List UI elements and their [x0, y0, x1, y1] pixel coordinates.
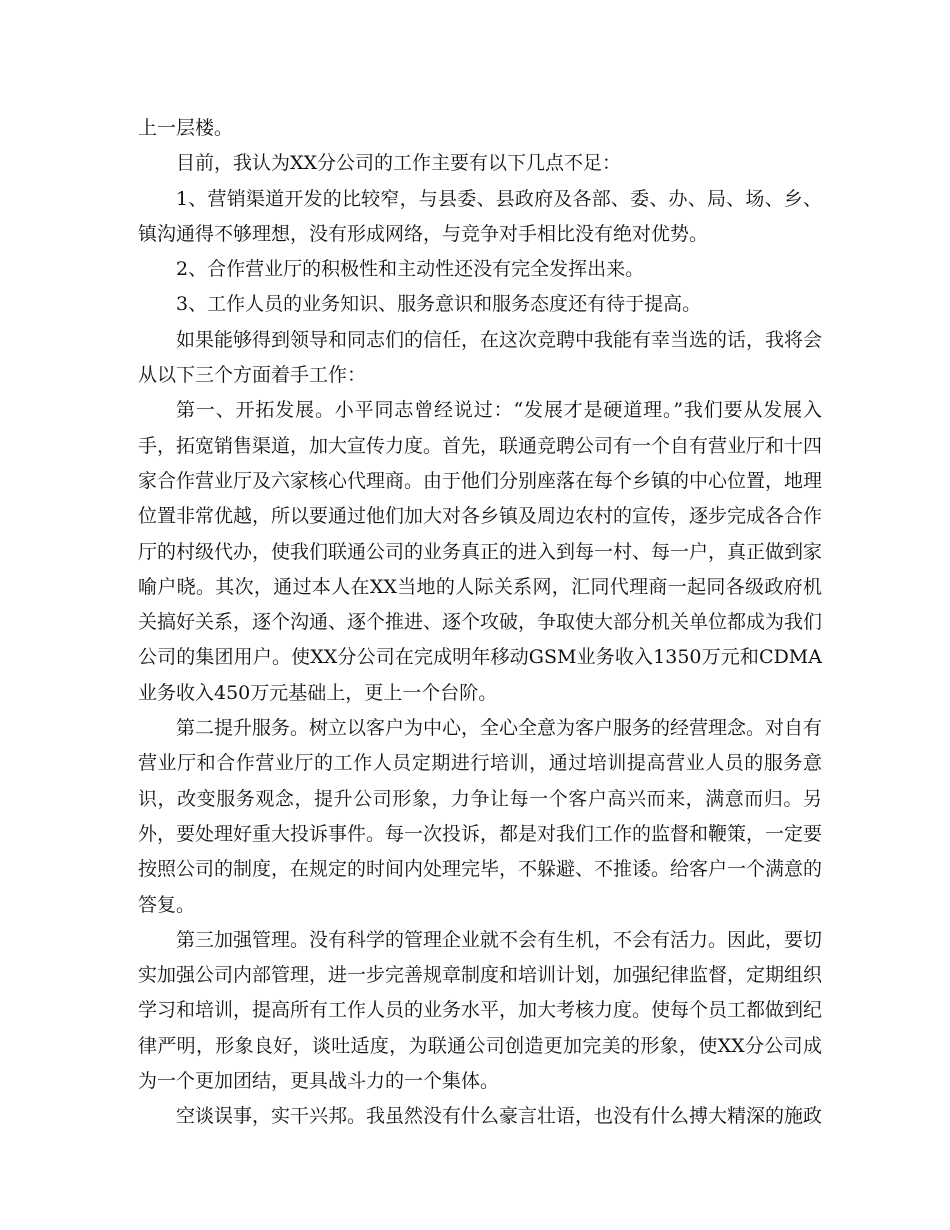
paragraph-shortcoming-3: 3、工作人员的业务知识、服务意识和服务态度还有待于提高。 — [176, 293, 702, 316]
document-body — [138, 111, 822, 1135]
paragraph-plan-development: 第一、开拓发展。小平同志曾经说过：“发展才是硬道理。”我们要从发展入手，拓宽销售渠道，加大宣传力度。首先，联通竞聘公司有一个自有营业厅和十四家合作营业厅及六家核心代理商。由于他们分别座落在每个乡镇的中心位置，地理位置非常优越，所以要通过他们加大对各乡镇及周边农村的宣传，逐步完成各合作厅的村级代办，使我们联通公司的业务真正的进入到每一村、每一户，真正做到家喻户晓。其次，通过本人在XX当地的人际关系网，汇同代理商一起同各级政府机关搞好关系，逐个沟通、逐个推进、逐个攻破，争取使大部分机关单位都成为我们公司的集团用户。使XX分公司在完成明年移动GSM业务收入1350万元和CDMA业务收入450万元基础上，更上一个台阶。 — [138, 399, 823, 704]
paragraph-shortcoming-1: 1、营销渠道开发的比较窄，与县委、县政府及各部、委、办、局、场、乡、镇沟通得不够理想，没有形成网络，与竞争对手相比没有绝对优势。 — [138, 187, 822, 245]
paragraph-shortcomings-intro: 目前，我认为XX分公司的工作主要有以下几点不足： — [176, 152, 622, 175]
paragraph-shortcoming-2: 2、合作营业厅的积极性和主动性还没有完全发挥出来。 — [176, 258, 645, 281]
paragraph-closing: 空谈误事，实干兴邦。我虽然没有什么豪言壮语，也没有什么搏大精深的施政 — [176, 1105, 823, 1128]
paragraph-plan-intro: 如果能够得到领导和同志们的信任，在这次竞聘中我能有幸当选的话，我将会从以下三个方面着手工作： — [138, 328, 823, 387]
paragraph-plan-service: 第二提升服务。树立以客户为中心，全心全意为客户服务的经营理念。对自有营业厅和合作营业厅的工作人员定期进行培训，通过培训提高营业人员的服务意识，改变服务观念，提升公司形象，力争让每一个客户高兴而来，满意而归。另外，要处理好重大投诉事件。每一次投诉，都是对我们工作的监督和鞭策，一定要按照公司的制度，在规定的时间内处理完毕，不躲避、不推诿。给客户一个满意的答复。 — [138, 717, 823, 916]
paragraph-plan-management: 第三加强管理。没有科学的管理企业就不会有生机，不会有活力。因此，要切实加强公司内部管理，进一步完善规章制度和培训计划，加强纪律监督，定期组织学习和培训，提高所有工作人员的业务水平，加大考核力度。使每个员工都做到纪律严明，形象良好，谈吐适度，为联通公司创造更加完美的形象，使XX分公司成为一个更加团结，更具战斗力的一个集体。 — [138, 928, 823, 1093]
paragraph-continuation: 上一层楼。 — [138, 117, 234, 139]
